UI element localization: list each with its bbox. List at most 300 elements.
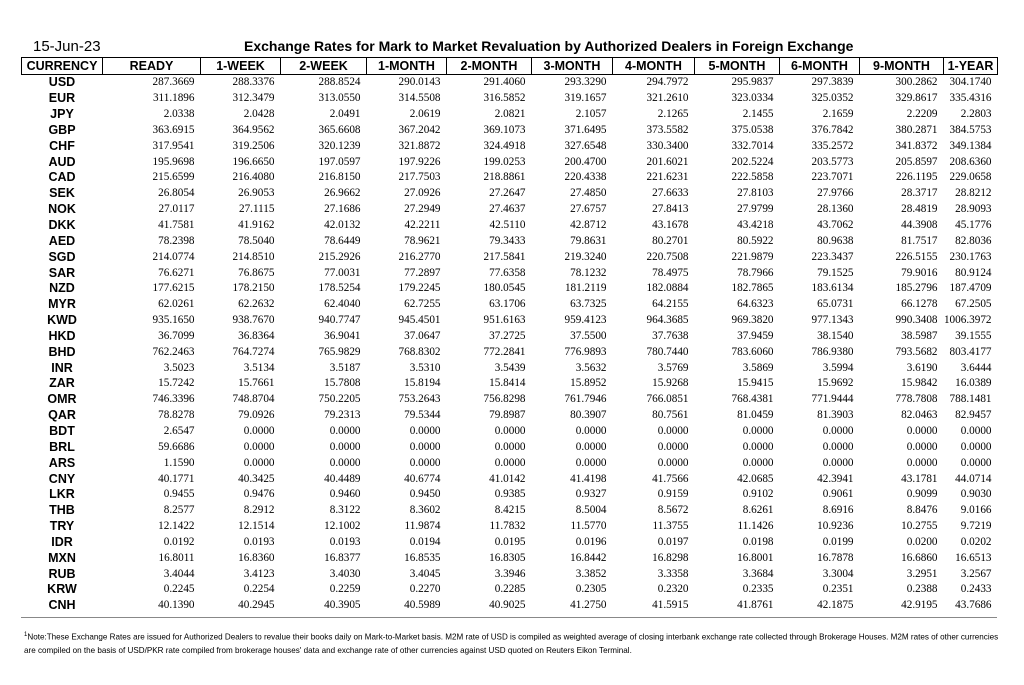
rate-cell: 1.1590 [163, 456, 195, 469]
rate-cell: 0.2388 [906, 583, 938, 596]
rate-cell: 44.3908 [901, 219, 938, 232]
table-row [22, 170, 998, 186]
rate-cell: 42.8712 [570, 219, 607, 232]
table-row [22, 344, 998, 360]
rate-cell: 16.8360 [238, 551, 275, 564]
rate-cell: 42.2211 [404, 219, 441, 232]
rate-cell: 312.3479 [232, 92, 275, 105]
rate-cell: 0.2259 [329, 583, 361, 596]
rate-cell: 0.0000 [409, 440, 441, 453]
rate-cell: 181.2119 [564, 282, 607, 295]
rate-cell: 363.6915 [152, 123, 195, 136]
rate-cell: 0.9460 [329, 488, 361, 501]
rate-cell: 0.0000 [822, 424, 854, 437]
rate-cell: 38.5987 [901, 329, 938, 342]
rate-cell: 0.9030 [960, 488, 992, 501]
rate-cell: 63.7325 [570, 298, 607, 311]
rate-cell: 199.0253 [483, 155, 526, 168]
rate-cell: 772.2841 [483, 345, 526, 358]
currency-code: BDT [49, 423, 75, 438]
rate-cell: 26.8054 [158, 187, 195, 200]
rate-cell: 748.8704 [232, 393, 275, 406]
column-header: READY [103, 58, 201, 75]
rate-cell: 341.8372 [895, 139, 938, 152]
rate-cell: 349.1384 [949, 139, 992, 152]
rate-cell: 40.6774 [404, 472, 441, 485]
rate-cell: 62.7255 [404, 298, 441, 311]
currency-code: IDR [51, 534, 73, 549]
rate-cell: 12.1422 [158, 520, 195, 533]
rate-cell: 226.5155 [895, 250, 938, 263]
rate-cell: 295.9837 [731, 76, 774, 89]
rate-cell: 3.6444 [960, 361, 992, 374]
currency-code: KRW [47, 582, 77, 597]
rate-cell: 771.9444 [811, 393, 854, 406]
rate-cell: 762.2463 [152, 345, 195, 358]
currency-code: INR [51, 360, 73, 375]
rate-cell: 9.0166 [960, 504, 992, 517]
rate-cell: 64.2155 [652, 298, 689, 311]
rate-cell: 203.5773 [811, 155, 854, 168]
rate-cell: 79.5344 [404, 409, 441, 422]
rate-cell: 63.1706 [489, 298, 526, 311]
rate-cell: 317.9541 [152, 139, 195, 152]
rate-cell: 319.1657 [564, 92, 607, 105]
rate-cell: 325.0352 [811, 92, 854, 105]
rate-cell: 0.0000 [243, 456, 275, 469]
rate-cell: 8.5672 [657, 504, 689, 517]
rate-cell: 220.4338 [564, 171, 607, 184]
rate-cell: 28.1360 [817, 203, 854, 216]
rate-cell: 11.5770 [570, 520, 607, 533]
rate-cell: 323.0334 [731, 92, 774, 105]
rate-cell: 0.0000 [742, 424, 774, 437]
rate-cell: 64.6323 [737, 298, 774, 311]
currency-code: HKD [48, 328, 76, 343]
rate-cell: 178.2150 [232, 282, 275, 295]
rate-cell: 3.3946 [494, 567, 526, 580]
table-row [22, 202, 998, 218]
rate-cell: 67.2505 [955, 298, 992, 311]
rate-cell: 16.8442 [570, 551, 607, 564]
rate-cell: 182.0884 [646, 282, 689, 295]
rate-cell: 216.8150 [318, 171, 361, 184]
rate-cell: 28.8212 [955, 187, 992, 200]
rate-cell: 8.8476 [906, 504, 938, 517]
rate-cell: 28.4819 [901, 203, 938, 216]
rate-cell: 195.9698 [152, 155, 195, 168]
rate-cell: 59.6686 [158, 440, 195, 453]
rate-cell: 0.2320 [657, 583, 689, 596]
rate-cell: 221.6231 [646, 171, 689, 184]
rate-cell: 2.0338 [163, 108, 195, 121]
rate-cell: 761.7946 [564, 393, 607, 406]
rate-cell: 3.4044 [163, 567, 195, 580]
rate-cell: 3.5023 [163, 361, 195, 374]
rate-cell: 945.4501 [398, 314, 441, 327]
rate-cell: 42.1875 [817, 599, 854, 612]
divider [21, 617, 997, 618]
rate-cell: 12.1002 [324, 520, 361, 533]
column-header: 2-WEEK [281, 58, 367, 75]
rate-cell: 2.0491 [329, 108, 361, 121]
rate-cell: 365.6608 [318, 123, 361, 136]
rate-cell: 76.8675 [238, 266, 275, 279]
rate-cell: 15.7661 [238, 377, 275, 390]
rate-cell: 44.0714 [955, 472, 992, 485]
rate-cell: 77.6358 [489, 266, 526, 279]
rate-cell: 78.4975 [652, 266, 689, 279]
rate-cell: 316.5852 [483, 92, 526, 105]
rate-cell: 77.0031 [324, 266, 361, 279]
rate-cell: 41.8761 [737, 599, 774, 612]
rate-cell: 367.2042 [398, 123, 441, 136]
rate-cell: 201.6021 [646, 155, 689, 168]
rate-cell: 2.2209 [906, 108, 938, 121]
footnote [24, 629, 1004, 657]
rate-cell: 0.0000 [960, 440, 992, 453]
table-row [22, 519, 998, 535]
rate-cell: 12.1514 [238, 520, 275, 533]
rate-cell: 37.2725 [489, 329, 526, 342]
rate-cell: 15.7808 [324, 377, 361, 390]
table-row [22, 582, 998, 598]
rate-cell: 15.8952 [570, 377, 607, 390]
currency-code: AUD [48, 154, 76, 169]
rate-cell: 15.8414 [489, 377, 526, 390]
rate-cell: 215.6599 [152, 171, 195, 184]
rate-cell: 0.0000 [243, 440, 275, 453]
rate-cell: 8.2912 [243, 504, 275, 517]
rate-cell: 43.4218 [737, 219, 774, 232]
rate-cell: 80.2701 [652, 234, 689, 247]
rate-cell: 293.3290 [564, 76, 607, 89]
rate-cell: 40.1771 [158, 472, 195, 485]
currency-code: GBP [48, 122, 76, 137]
rate-cell: 82.9457 [955, 409, 992, 422]
rate-cell: 9.7219 [960, 520, 992, 533]
rate-cell: 290.0143 [398, 76, 441, 89]
currency-code: SEK [49, 186, 75, 201]
rate-cell: 0.9455 [163, 488, 195, 501]
rate-cell: 16.0389 [955, 377, 992, 390]
currency-code: CNH [48, 598, 76, 613]
rate-cell: 43.7686 [955, 599, 992, 612]
rate-cell: 79.0926 [238, 409, 275, 422]
rate-cell: 3.5310 [409, 361, 441, 374]
rate-cell: 0.0197 [657, 535, 689, 548]
rate-cell: 0.0000 [822, 456, 854, 469]
rate-cell: 78.6449 [324, 234, 361, 247]
rate-cell: 40.3905 [324, 599, 361, 612]
table-row [22, 360, 998, 376]
rate-cell: 764.7274 [232, 345, 275, 358]
rate-cell: 0.0000 [575, 440, 607, 453]
rate-cell: 16.6860 [901, 551, 938, 564]
currency-code: RUB [48, 566, 76, 581]
rate-cell: 0.0000 [960, 424, 992, 437]
rate-cell: 0.0000 [960, 456, 992, 469]
table-row [22, 91, 998, 107]
rate-cell: 79.8631 [570, 234, 607, 247]
rate-cell: 959.4123 [564, 314, 607, 327]
rate-cell: 3.2951 [906, 567, 938, 580]
rate-cell: 0.0000 [742, 440, 774, 453]
rate-cell: 230.1763 [949, 250, 992, 263]
rate-cell: 78.2398 [158, 234, 195, 247]
rate-cell: 78.7966 [737, 266, 774, 279]
rate-cell: 40.1390 [158, 599, 195, 612]
rate-cell: 80.7561 [652, 409, 689, 422]
rate-cell: 219.3240 [564, 250, 607, 263]
table-row [22, 265, 998, 281]
rate-cell: 37.5500 [570, 329, 607, 342]
currency-code: SAR [48, 265, 76, 280]
rate-cell: 221.9879 [731, 250, 774, 263]
rate-cell: 27.2949 [404, 203, 441, 216]
footnote-text: Note:These Exchange Rates are issued for Authorized Dealers to revalue their books daily on Mark-to-Market basis. M2M rate of USD is compiled as weighted average of closing interbank exchange rate collected through Brokerage Houses. M2M rates of other currencies are compiled on the basis of USD/PKR rate compiled from brokerage houses' data and exchange rate of other currencies against USD quoted on Reuters Eikon Terminal. [24, 632, 999, 655]
rate-cell: 26.9662 [324, 187, 361, 200]
table-row [22, 249, 998, 265]
rate-cell: 217.7503 [398, 171, 441, 184]
rate-cell: 0.9061 [822, 488, 854, 501]
rate-cell: 15.9692 [817, 377, 854, 390]
rate-cell: 0.9327 [575, 488, 607, 501]
rate-cell: 43.7062 [817, 219, 854, 232]
rate-cell: 324.4918 [483, 139, 526, 152]
rate-cell: 793.5682 [895, 345, 938, 358]
rate-cell: 80.9638 [817, 234, 854, 247]
rate-cell: 41.0142 [489, 472, 526, 485]
rate-cell: 2.1057 [575, 108, 607, 121]
rate-cell: 187.4709 [949, 282, 992, 295]
rate-cell: 41.9162 [238, 219, 275, 232]
rate-cell: 41.5915 [652, 599, 689, 612]
column-header: CURRENCY [22, 58, 103, 75]
currency-code: CAD [48, 170, 76, 185]
rate-cell: 2.1455 [742, 108, 774, 121]
rate-cell: 78.9621 [404, 234, 441, 247]
rate-cell: 778.7808 [895, 393, 938, 406]
rate-cell: 16.8001 [737, 551, 774, 564]
table-row [22, 392, 998, 408]
table-row [22, 138, 998, 154]
rate-cell: 41.2750 [570, 599, 607, 612]
currency-code: OMR [47, 392, 77, 407]
rate-cell: 3.4045 [409, 567, 441, 580]
rate-cell: 786.9380 [811, 345, 854, 358]
rate-cell: 40.5989 [404, 599, 441, 612]
rate-cell: 79.9016 [901, 266, 938, 279]
rate-cell: 0.0000 [657, 456, 689, 469]
column-header: 3-MONTH [532, 58, 613, 75]
rate-cell: 16.6513 [955, 551, 992, 564]
rate-cell: 42.0685 [737, 472, 774, 485]
table-row [22, 218, 998, 234]
rate-cell: 8.3122 [329, 504, 361, 517]
column-header: 6-MONTH [780, 58, 860, 75]
rate-cell: 3.5869 [742, 361, 774, 374]
table-row [22, 439, 998, 455]
table-row [22, 376, 998, 392]
currency-code: JPY [50, 107, 74, 122]
rate-cell: 27.8103 [737, 187, 774, 200]
table-row [22, 297, 998, 313]
rate-cell: 8.3602 [409, 504, 441, 517]
rate-cell: 11.9874 [404, 520, 441, 533]
rate-cell: 11.7832 [489, 520, 526, 533]
rate-cell: 8.5004 [575, 504, 607, 517]
rate-cell: 183.6134 [811, 282, 854, 295]
rate-cell: 36.8364 [238, 329, 275, 342]
column-header: 2-MONTH [447, 58, 532, 75]
rate-cell: 3.4123 [243, 567, 275, 580]
currency-code: QAR [48, 408, 76, 423]
rate-cell: 0.2270 [409, 583, 441, 596]
rate-cell: 42.0132 [324, 219, 361, 232]
rate-cell: 335.4316 [949, 92, 992, 105]
rate-cell: 15.8194 [404, 377, 441, 390]
rate-cell: 62.0261 [158, 298, 195, 311]
rate-cell: 41.4198 [570, 472, 607, 485]
rate-cell: 0.0000 [494, 440, 526, 453]
rate-cell: 0.0000 [906, 456, 938, 469]
rate-cell: 3.5632 [575, 361, 607, 374]
rate-cell: 3.5187 [329, 361, 361, 374]
currency-code: NOK [48, 202, 76, 217]
rate-cell: 935.1650 [152, 314, 195, 327]
rate-cell: 0.0000 [906, 440, 938, 453]
rate-cell: 42.9195 [901, 599, 938, 612]
rate-cell: 776.9893 [564, 345, 607, 358]
rate-cell: 766.0851 [646, 393, 689, 406]
currency-code: BHD [48, 344, 76, 359]
rate-cell: 369.1073 [483, 123, 526, 136]
rate-cell: 39.1555 [955, 329, 992, 342]
table-row [22, 123, 998, 139]
rate-cell: 3.5134 [243, 361, 275, 374]
rate-cell: 380.2871 [895, 123, 938, 136]
table-row [22, 107, 998, 123]
rate-cell: 16.8535 [404, 551, 441, 564]
rate-cell: 0.9385 [494, 488, 526, 501]
rate-cell: 0.9159 [657, 488, 689, 501]
rate-cell: 16.8011 [158, 551, 195, 564]
rate-cell: 0.9102 [742, 488, 774, 501]
column-header: 1-WEEK [201, 58, 281, 75]
table-row [22, 566, 998, 582]
rate-cell: 80.9124 [955, 266, 992, 279]
rate-cell: 8.6261 [742, 504, 774, 517]
rate-cell: 177.6215 [152, 282, 195, 295]
rate-cell: 78.1232 [570, 266, 607, 279]
currency-code: LKR [49, 487, 75, 502]
rate-cell: 8.2577 [163, 504, 195, 517]
column-header: 1-YEAR [944, 58, 998, 75]
rate-cell: 202.5224 [731, 155, 774, 168]
rate-cell: 0.0192 [163, 535, 195, 548]
rate-cell: 82.0463 [901, 409, 938, 422]
rate-cell: 27.4637 [489, 203, 526, 216]
rate-cell: 36.9041 [324, 329, 361, 342]
table-row [22, 534, 998, 550]
currency-code: NZD [49, 281, 75, 296]
rate-cell: 8.4215 [494, 504, 526, 517]
table-row [22, 408, 998, 424]
rate-cell: 0.2433 [960, 583, 992, 596]
rate-cell: 990.3408 [895, 314, 938, 327]
rate-cell: 43.1781 [901, 472, 938, 485]
rate-cell: 197.9226 [398, 155, 441, 168]
rate-cell: 0.0000 [494, 424, 526, 437]
rate-cell: 313.0550 [318, 92, 361, 105]
footnote-marker: 1 [24, 632, 28, 638]
currency-code: BRL [49, 439, 75, 454]
currency-code: CNY [48, 471, 76, 486]
rate-cell: 756.8298 [483, 393, 526, 406]
currency-code: ZAR [49, 376, 75, 391]
rate-cell: 0.0000 [243, 424, 275, 437]
rate-cell: 226.1195 [895, 171, 938, 184]
rate-cell: 216.4080 [232, 171, 275, 184]
currency-code: KWD [47, 313, 77, 328]
rate-cell: 0.0000 [657, 424, 689, 437]
currency-code: SGD [48, 249, 76, 264]
header-row [22, 58, 998, 75]
rate-cell: 297.3839 [811, 76, 854, 89]
rate-cell: 27.0117 [158, 203, 195, 216]
rate-cell: 0.0000 [409, 424, 441, 437]
rate-cell: 40.4489 [324, 472, 361, 485]
rate-cell: 0.2305 [575, 583, 607, 596]
rate-cell: 27.6757 [570, 203, 607, 216]
rate-cell: 750.2205 [318, 393, 361, 406]
table-body [22, 75, 998, 614]
rate-cell: 0.0000 [329, 456, 361, 469]
table-row [22, 424, 998, 440]
rate-cell: 82.8036 [955, 234, 992, 247]
rate-cell: 27.6633 [652, 187, 689, 200]
rate-cell: 43.1678 [652, 219, 689, 232]
rate-cell: 0.0193 [329, 535, 361, 548]
column-header: 9-MONTH [860, 58, 944, 75]
rate-cell: 291.4060 [483, 76, 526, 89]
rate-cell: 384.5753 [949, 123, 992, 136]
rate-cell: 780.7440 [646, 345, 689, 358]
rate-cell: 3.3684 [742, 567, 774, 580]
rate-cell: 222.5858 [731, 171, 774, 184]
rate-cell: 0.0000 [329, 440, 361, 453]
rate-cell: 294.7972 [646, 76, 689, 89]
rate-cell: 215.2926 [318, 250, 361, 263]
rate-cell: 3.5994 [822, 361, 854, 374]
currency-code: AED [48, 233, 76, 248]
rate-cell: 803.4177 [949, 345, 992, 358]
rate-cell: 0.2335 [742, 583, 774, 596]
rate-cell: 36.7099 [158, 329, 195, 342]
rate-cell: 0.0000 [742, 456, 774, 469]
rate-cell: 180.0545 [483, 282, 526, 295]
table-row [22, 75, 998, 91]
table-row [22, 154, 998, 170]
rate-cell: 10.9236 [817, 520, 854, 533]
currency-code: CHF [49, 138, 75, 153]
rate-cell: 217.5841 [483, 250, 526, 263]
rate-cell: 0.0000 [329, 424, 361, 437]
rate-cell: 3.5439 [494, 361, 526, 374]
rate-cell: 319.2506 [232, 139, 275, 152]
rate-cell: 79.8987 [489, 409, 526, 422]
